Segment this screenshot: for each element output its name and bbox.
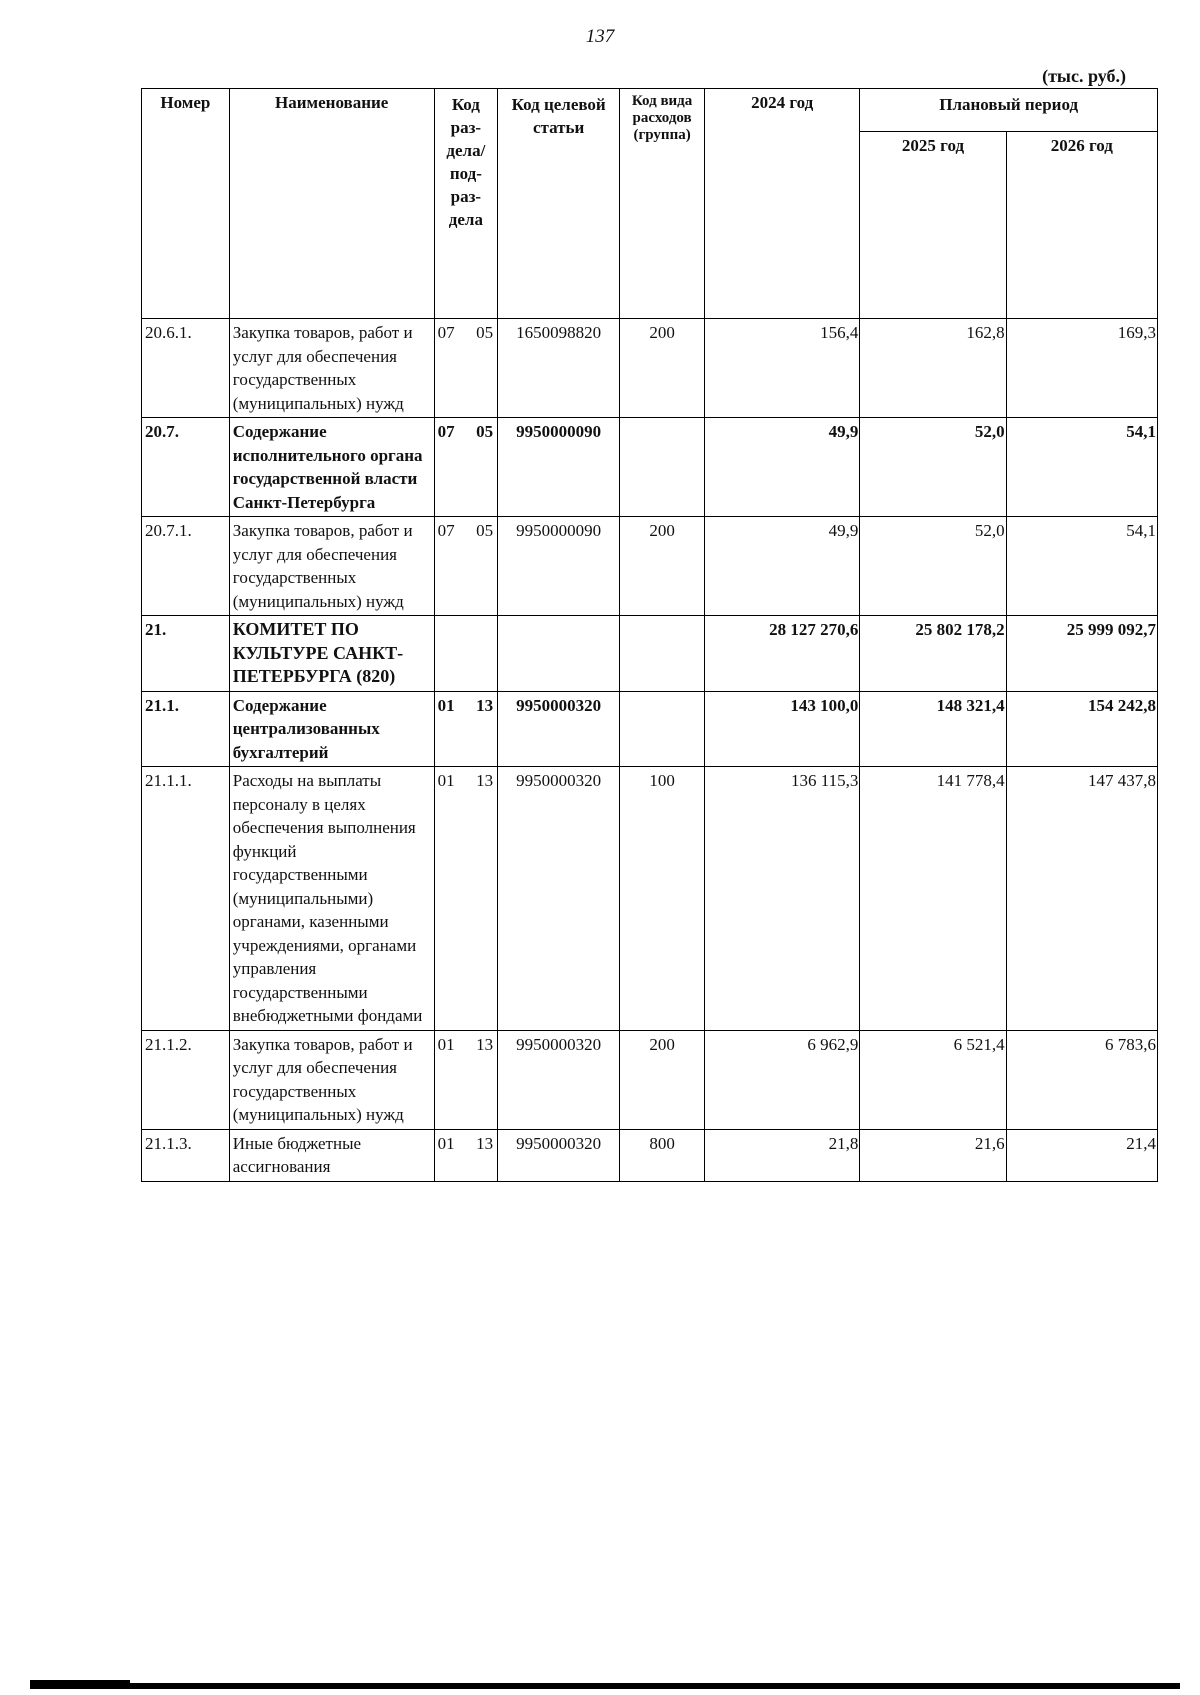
- row-expense-kind: 200: [620, 517, 705, 616]
- row-amount-2025: 148 321,4: [860, 691, 1006, 767]
- row-amount-2026: 54,1: [1006, 418, 1157, 517]
- units-label: (тыс. руб.): [1042, 66, 1126, 86]
- row-amount-2024: 49,9: [704, 517, 859, 616]
- row-amount-2025: 6 521,4: [860, 1030, 1006, 1129]
- table-row: [142, 1129, 1158, 1181]
- row-section-code: 01: [437, 771, 455, 790]
- row-subsection-code: 05: [476, 521, 494, 540]
- page-number: 137: [585, 26, 615, 47]
- row-section-code: 01: [437, 695, 455, 715]
- row-expense-kind: [620, 418, 705, 517]
- row-name: КОМИТЕТ ПО КУЛЬТУРЕ САНКТ-ПЕТЕРБУРГА (820): [229, 616, 434, 692]
- header-name: Наименование: [229, 89, 434, 319]
- row-number: 20.7.1.: [142, 517, 230, 616]
- row-subsection-code: 13: [476, 771, 494, 790]
- row-amount-2024: 143 100,0: [704, 691, 859, 767]
- row-subsection-code: 13: [476, 1034, 494, 1054]
- row-number: 21.1.2.: [142, 1030, 230, 1129]
- row-amount-2026: 147 437,8: [1006, 767, 1157, 1031]
- row-number: 21.1.1.: [142, 767, 230, 1031]
- table-row: [142, 691, 1158, 767]
- row-number: 21.: [142, 616, 230, 692]
- row-amount-2024: 156,4: [704, 319, 859, 418]
- row-amount-2024: 6 962,9: [704, 1030, 859, 1129]
- row-number: 20.6.1.: [142, 319, 230, 418]
- row-name: Закупка товаров, работ и услуг для обеспечения государственных (муниципальных) нужд: [229, 319, 434, 418]
- row-subsection-code: 05: [476, 323, 494, 342]
- row-section-code: 07: [437, 323, 455, 342]
- header-number: Номер: [142, 89, 230, 319]
- header-year-2026: 2026 год: [1006, 132, 1157, 319]
- row-section-code: 07: [437, 521, 455, 540]
- row-target-code: [498, 616, 620, 692]
- row-expense-kind: 100: [620, 767, 705, 1031]
- row-expense-kind: [620, 691, 705, 767]
- row-amount-2024: 21,8: [704, 1129, 859, 1181]
- row-section: [434, 1030, 498, 1129]
- row-subsection-code: 13: [476, 695, 494, 715]
- row-number: 21.1.: [142, 691, 230, 767]
- row-section: [434, 616, 498, 692]
- table-row: [142, 319, 1158, 418]
- row-amount-2026: 21,4: [1006, 1129, 1157, 1181]
- budget-table: [141, 88, 1158, 1182]
- row-amount-2026: 6 783,6: [1006, 1030, 1157, 1129]
- header-year-2025: 2025 год: [860, 132, 1006, 319]
- row-section-code: 01: [437, 1133, 455, 1153]
- table-row: [142, 767, 1158, 1031]
- row-amount-2026: 154 242,8: [1006, 691, 1157, 767]
- row-amount-2024: 28 127 270,6: [704, 616, 859, 692]
- row-section: [434, 1129, 498, 1181]
- row-number: 21.1.3.: [142, 1129, 230, 1181]
- row-target-code: 9950000090: [498, 517, 620, 616]
- row-name: Расходы на выплаты персоналу в целях обеспечения выполнения функций государственными (муниципальными) органами, казенными учреждениями, органами управления государственными внебюджетными фондами: [229, 767, 434, 1031]
- row-subsection-code: 05: [476, 422, 494, 441]
- row-target-code: 9950000320: [498, 691, 620, 767]
- row-section: [434, 767, 498, 1031]
- row-amount-2025: 52,0: [860, 418, 1006, 517]
- row-expense-kind: [620, 616, 705, 692]
- header-year-2024: 2024 год: [704, 89, 859, 319]
- row-section: [434, 517, 498, 616]
- row-target-code: 9950000320: [498, 1129, 620, 1181]
- row-amount-2024: 136 115,3: [704, 767, 859, 1031]
- row-number: 20.7.: [142, 418, 230, 517]
- table-row: [142, 418, 1158, 517]
- header-target-code: Код целевой статьи: [498, 89, 620, 319]
- row-section: [434, 418, 498, 517]
- row-expense-kind: 800: [620, 1129, 705, 1181]
- row-expense-kind: 200: [620, 1030, 705, 1129]
- row-target-code: 9950000090: [498, 418, 620, 517]
- header-planned-period: Плановый период: [860, 89, 1158, 132]
- row-section-code: 07: [437, 422, 455, 441]
- row-section: [434, 691, 498, 767]
- row-amount-2026: 54,1: [1006, 517, 1157, 616]
- row-section-code: 01: [437, 1034, 455, 1054]
- row-target-code: 9950000320: [498, 767, 620, 1031]
- row-expense-kind: 200: [620, 319, 705, 418]
- table-row: [142, 616, 1158, 692]
- row-amount-2025: 162,8: [860, 319, 1006, 418]
- row-name: Содержание централизованных бухгалтерий: [229, 691, 434, 767]
- row-name: Содержание исполнительного органа государственной власти Санкт-Петербурга: [229, 418, 434, 517]
- header-section-code: Код раз- дела/ под- раз- дела: [434, 89, 498, 319]
- row-name: Иные бюджетные ассигнования: [229, 1129, 434, 1181]
- row-target-code: 1650098820: [498, 319, 620, 418]
- row-amount-2026: 25 999 092,7: [1006, 616, 1157, 692]
- header-expense-kind: Код вида расходов (группа): [620, 89, 705, 319]
- row-amount-2025: 52,0: [860, 517, 1006, 616]
- table-row: [142, 1030, 1158, 1129]
- header-row-top: [142, 89, 1158, 132]
- row-amount-2024: 49,9: [704, 418, 859, 517]
- row-amount-2025: 21,6: [860, 1129, 1006, 1181]
- row-subsection-code: 13: [476, 1133, 494, 1153]
- row-name: Закупка товаров, работ и услуг для обеспечения государственных (муниципальных) нужд: [229, 1030, 434, 1129]
- row-amount-2026: 169,3: [1006, 319, 1157, 418]
- row-amount-2025: 25 802 178,2: [860, 616, 1006, 692]
- table-row: [142, 517, 1158, 616]
- row-name: Закупка товаров, работ и услуг для обеспечения государственных (муниципальных) нужд: [229, 517, 434, 616]
- row-amount-2025: 141 778,4: [860, 767, 1006, 1031]
- row-section: [434, 319, 498, 418]
- row-target-code: 9950000320: [498, 1030, 620, 1129]
- scan-bottom-border: [30, 1683, 1180, 1689]
